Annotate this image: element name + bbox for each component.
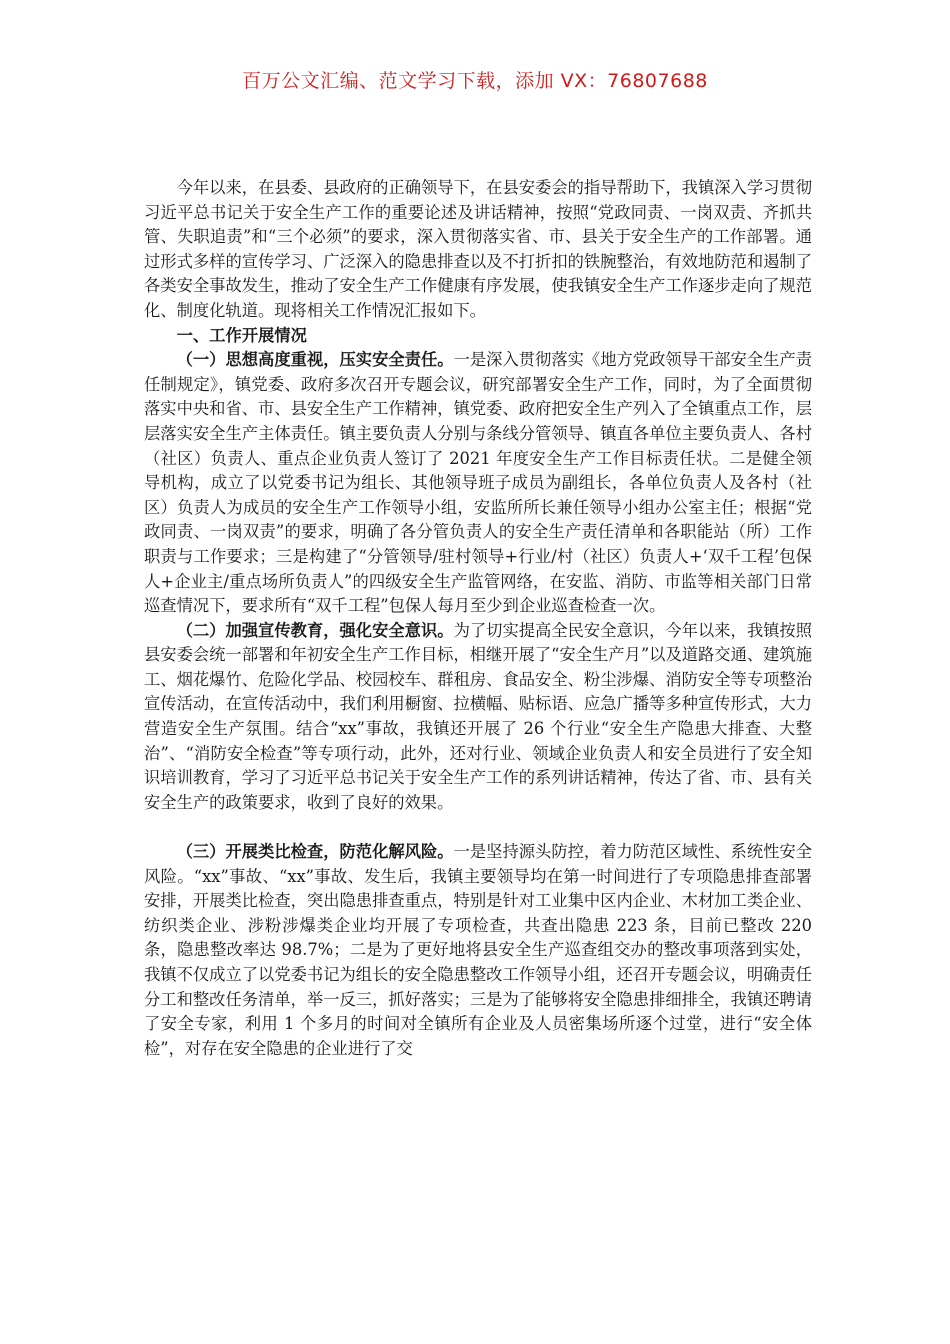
item1-body: 一是深入贯彻落实《地方党政领导干部安全生产责任制规定》，镇党委、政府多次召开专题会议，研究部署安全生产工作，同时，为了全面贯彻落实中央和省、市、县安全生产工作精神，镇党委、政府把安全生产列入了全镇重点工作，层层落实安全生产主体责任。镇主要负责人分别与条线分管领导、镇直各单位主要负责人、各村（社区）负责人、重点企业负责人签订了 2021 年度安全生产工作目标责任状。二是健全领导机构，成立了以党委书记为组长、其他领导班子成员为副组长，各单位负责人及各村（社区）负责人为成员的安全生产工作领导小组，安监所所长兼任领导小组办公室主任；根据“党政同责、一岗双责”的要求，明确了各分管负责人的安全生产责任清单和各职能站（所）工作职责与工作要求；三是构建了“分管领导/驻村领导+行业/村（社区）负责人+‘双千工程’包保人+企业主/重点场所负责人”的四级安全生产监管网络，在安监、消防、市监等相关部门日常巡查情况下，要求所有“双千工程”包保人每月至少到企业巡查检查一次。 xyxy=(144,350,812,616)
item1-paragraph xyxy=(144,348,812,619)
item3-body: 一是坚持源头防控，着力防范区域性、系统性安全风险。“xx”事故、“xx”事故、发生后，我镇主要领导均在第一时间进行了专项隐患排查部署安排，开展类比检查，突出隐患排查重点，特别是针对工业集中区内企业、木材加工类企业、纺织类企业、涉粉涉爆类企业均开展了专项检查，共查出隐患 223 条，目前已整改 220 条，隐患整改率达 98.7%；二是为了更好地将县安全生产巡查组交办的整改事项落到实处，我镇不仅成立了以党委书记为组长的安全隐患整改工作领导小组，还召开专题会议，明确责任分工和整改任务清单，举一反三，抓好落实；三是为了能够将安全隐患排细排全，我镇还聘请了安全专家，利用 1 个多月的时间对全镇所有企业及人员密集场所逐个过堂，进行“安全体检”，对存在安全隐患的企业进行了交 xyxy=(144,842,812,1058)
item2-paragraph xyxy=(144,619,812,816)
intro-paragraph: 今年以来，在县委、县政府的正确领导下，在县安委会的指导帮助下，我镇深入学习贯彻习近平总书记关于安全生产工作的重要论述及讲话精神，按照“党政同责、一岗双责、齐抓共管、失职追责”和“三个必须”的要求，深入贯彻落实省、市、县关于安全生产的工作部署。通过形式多样的宣传学习、广泛深入的隐患排查以及不打折扣的铁腕整治，有效地防范和遏制了各类安全事故发生，推动了安全生产工作健康有序发展，使我镇安全生产工作逐步走向了规范化、制度化轨道。现将相关工作情况汇报如下。 xyxy=(144,178,812,320)
document-body xyxy=(144,176,812,1061)
item3-lead: （三）开展类比检查，防范化解风险。 xyxy=(176,842,454,862)
item1-lead: （一）思想高度重视，压实安全责任。 xyxy=(176,350,454,370)
watermark-header: 百万公文汇编、范文学习下载，添加 VX：76807688 xyxy=(242,70,708,92)
item3-paragraph xyxy=(144,840,812,1061)
item2-body: 为了切实提高全民安全意识，今年以来，我镇按照县安委会统一部署和年初安全生产工作目标，相继开展了“安全生产月”以及道路交通、建筑施工、烟花爆竹、危险化学品、校园校车、群租房、食品安全、粉尘涉爆、消防安全等专项整治宣传活动，在宣传活动中，我们利用橱窗、拉横幅、贴标语、应急广播等多种宣传形式，大力营造安全生产氛围。结合“xx”事故，我镇还开展了 26 个行业“安全生产隐患大排查、大整治”、“消防安全检查”等专项行动，此外，还对行业、领域企业负责人和安全员进行了安全知识培训教育，学习了习近平总书记关于安全生产工作的系列讲话精神，传达了省、市、县有关安全生产的政策要求，收到了良好的效果。 xyxy=(144,620,812,812)
section-heading: 一、工作开展情况 xyxy=(176,325,307,345)
item2-lead: （二）加强宣传教育，强化安全意识。 xyxy=(176,620,454,640)
